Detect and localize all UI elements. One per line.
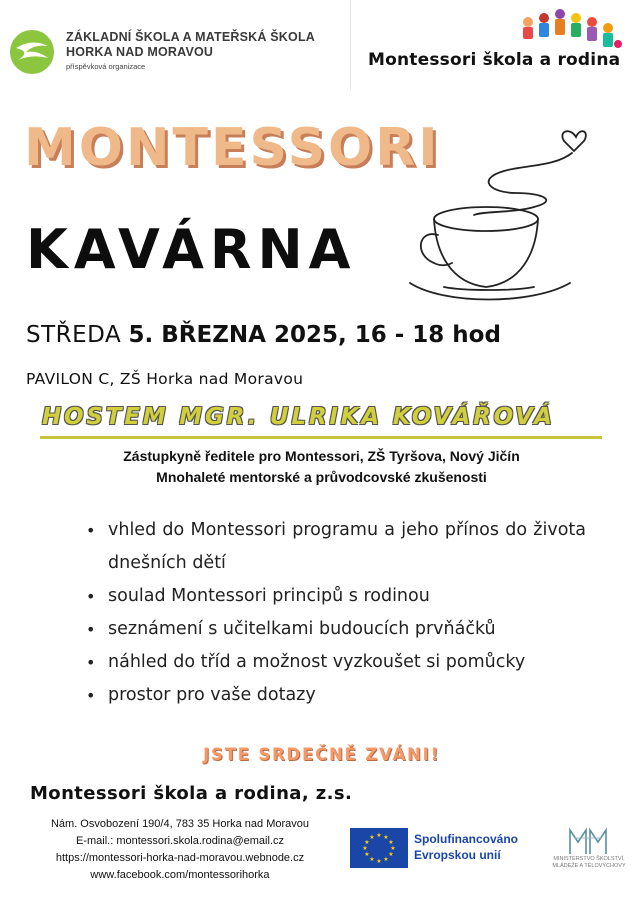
svg-text:★: ★ — [390, 845, 396, 852]
list-item-text: seznámení s učitelkami budoucích prvňáčků — [108, 619, 496, 639]
event-date-line — [26, 322, 501, 348]
svg-text:★: ★ — [364, 851, 370, 858]
eu-flag-icon — [350, 828, 408, 868]
svg-text:★: ★ — [376, 832, 382, 839]
guest-role — [0, 446, 643, 488]
header — [0, 0, 643, 90]
list-item-text: prostor pro vaše dotazy — [108, 685, 316, 705]
eu-text-line1: Spolufinancováno — [414, 832, 519, 846]
svg-text:★: ★ — [383, 856, 389, 863]
bullet-icon: • — [86, 620, 96, 639]
invitation-text: JSTE SRDEČNĚ ZVÁNI! — [203, 745, 440, 764]
website-link[interactable]: https://montessori-horka-nad-moravou.webnode.cz — [55, 852, 305, 864]
guest-underline — [40, 436, 602, 439]
list-item — [86, 613, 586, 646]
school-name-line2: HORKA NAD MORAVOU — [66, 45, 214, 59]
svg-text:★: ★ — [362, 845, 368, 852]
list-item-text: vhled do Montessori programu a jeho přínos do života dnešních dětí — [108, 520, 586, 573]
svg-text:★: ★ — [388, 851, 394, 858]
svg-text:★: ★ — [369, 856, 375, 863]
email-link[interactable]: E-mail.: montessori.skola.rodina@email.cz — [75, 835, 284, 847]
eu-funding-text — [414, 831, 518, 863]
organization-name: Montessori škola a rodina, z.s. — [30, 783, 353, 804]
program-list — [86, 514, 586, 712]
guest-heading: HOSTEM MGR. ULRIKA KOVÁŘOVÁ — [42, 404, 555, 430]
contact-block — [22, 816, 338, 884]
event-day: STŘEDA — [26, 322, 122, 348]
svg-text:★: ★ — [383, 834, 389, 841]
svg-text:★: ★ — [364, 839, 370, 846]
ministry-text — [546, 856, 632, 870]
event-place: PAVILON C, ZŠ Horka nad Moravou — [26, 370, 304, 388]
school-subtitle: příspěvková organizace — [66, 62, 146, 71]
svg-text:★: ★ — [388, 839, 394, 846]
address: Nám. Osvobození 190/4, 783 35 Horka nad Moravou — [50, 818, 310, 830]
brand-name: Montessori škola a rodina — [368, 50, 621, 70]
msmt-logo-icon — [568, 826, 608, 856]
bullet-icon: • — [86, 653, 96, 672]
list-item — [86, 679, 586, 712]
list-item-text: náhled do tříd a možnost vyzkoušet si pomůcky — [108, 652, 526, 672]
school-logo-icon — [8, 28, 56, 76]
facebook-link[interactable]: www.facebook.com/montessorihorka — [90, 869, 270, 881]
bullet-icon: • — [86, 521, 96, 540]
svg-text:★: ★ — [369, 834, 375, 841]
title-kavarna: KAVÁRNA — [26, 218, 357, 281]
coffee-cup-heart-steam-icon — [404, 115, 604, 315]
ministry-line1: MINISTERSTVO ŠKOLSTVÍ, — [553, 856, 625, 862]
ministry-line2: MLÁDEŽE A TĚLOVÝCHOVY — [552, 863, 626, 869]
title-montessori: MONTESSORI — [24, 118, 441, 178]
school-name-line1: ZÁKLADNÍ ŠKOLA A MATEŘSKÁ ŠKOLA — [66, 30, 316, 44]
bullet-icon: • — [86, 686, 96, 705]
eu-funding-badge — [350, 828, 530, 868]
eu-text-line2: Evropskou unií — [414, 848, 501, 862]
list-item-text: soulad Montessori principů s rodinou — [108, 586, 430, 606]
list-item — [86, 580, 586, 613]
header-divider — [350, 0, 351, 90]
event-date-time: 5. BŘEZNA 2025, 16 - 18 hod — [128, 322, 501, 348]
guest-role-line1: Zástupkyně ředitele pro Montessori, ZŠ Tyršova, Nový Jičín — [123, 448, 520, 464]
list-item — [86, 514, 586, 580]
ministry-logo — [546, 826, 632, 876]
list-item — [86, 646, 586, 679]
svg-text:★: ★ — [376, 858, 382, 865]
school-name — [66, 30, 346, 71]
bullet-icon: • — [86, 587, 96, 606]
guest-role-line2: Mnohaleté mentorské a průvodcovské zkušenosti — [156, 469, 487, 485]
